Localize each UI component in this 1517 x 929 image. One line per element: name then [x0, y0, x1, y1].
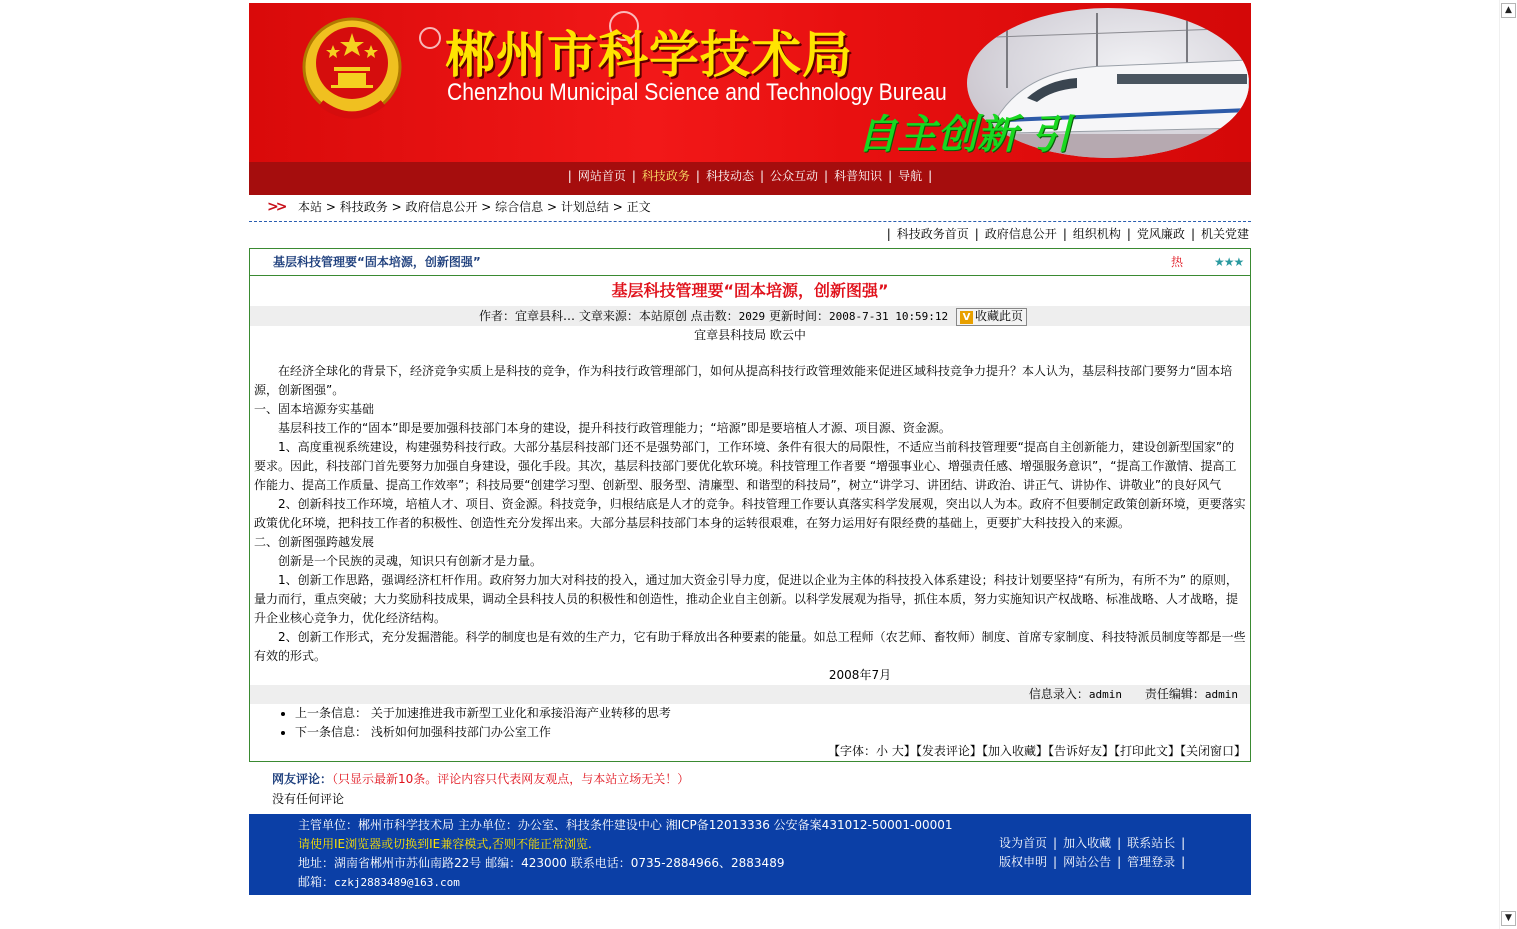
nav-item-home[interactable]: 网站首页	[577, 169, 626, 183]
article-paragraph: 基层科技工作的“固本”即是要加强科技部门本身的建设，提升科技行政管理能力；“培源”即是要培植人才源、项目源、资金源。	[278, 421, 951, 435]
subnav-item-organization[interactable]: 组织机构	[1072, 227, 1121, 241]
click-count: 2029	[738, 310, 766, 323]
breadcrumb-item[interactable]: 政府信息公开	[405, 200, 478, 214]
add-favorite-link[interactable]: 【加入收藏】	[981, 744, 1048, 758]
set-homepage-link[interactable]: 设为首页	[999, 836, 1048, 850]
meta-prefix: 作者：宜章县科… 文章来源：本站原创 点击数：	[479, 309, 739, 323]
subnav-item-sci-affairs-home[interactable]: 科技政务首页	[896, 227, 969, 241]
national-emblem-icon	[301, 15, 403, 127]
footer-links-row: 版权申明 | 网站公告 | 管理登录 |	[999, 855, 1186, 869]
article-paragraph: 2、创新工作形式，充分发掘潜能。科学的制度也是有效的生产力，它有助于释放出各种要素的能量。如总工程师（农艺师、畜牧师）制度、首席专家制度、科技特派员制度等都是一些有效的形式。	[254, 630, 1246, 663]
article-title: 基层科技管理要“固本培源，创新图强”	[611, 281, 889, 300]
hot-badge: 热	[1171, 255, 1184, 269]
slogan-text: 自主创新 引	[857, 112, 1071, 158]
contact-webmaster-link[interactable]: 联系站长	[1127, 836, 1176, 850]
article-paragraph: 在经济全球化的背景下，经济竞争实质上是科技的竞争，作为科技行政管理部门，如何从提高科技行政管理效能来促进区域科技竞争力提升？本人认为，基层科技部门要努力“固本培源，创新图强”。	[254, 364, 1233, 397]
subnav-item-party-building[interactable]: 机关党建	[1200, 227, 1249, 241]
footer-address-line: 地址：湖南省郴州市苏仙南路22号 邮编：423000 联系电话：0735-2884966、2883489	[298, 856, 785, 870]
breadcrumb-item: 正文	[626, 200, 651, 214]
article-info-bar	[250, 685, 1250, 704]
copyright-link[interactable]: 版权申明	[999, 855, 1048, 869]
site-title-en: Chenzhou Municipal Science and Technology Bureau	[447, 79, 947, 106]
rating-stars-icon: ★★★	[1214, 255, 1244, 269]
site-notice-link[interactable]: 网站公告	[1063, 855, 1112, 869]
article-header-title: 基层科技管理要“固本培源，创新图强”	[273, 255, 481, 269]
site-banner	[249, 3, 1251, 162]
font-small-button[interactable]: 小	[876, 744, 889, 758]
footer-browser-notice: 请使用IE浏览器或切换到IE兼容模式,否则不能正常浏览.	[298, 837, 592, 851]
article-paragraph: 一、固本培源夯实基础	[254, 402, 375, 416]
post-comment-link[interactable]: 【发表评论】	[915, 744, 982, 758]
main-nav: | 网站首页 | 科技政务 | 科技动态 | 公众互动 | 科普知识 | 导航 |	[249, 162, 1251, 195]
footer-sponsor-line: 主管单位：郴州市科学技术局 主办单位：办公室、科技条件建设中心 湘ICP备12013336 公安备案431012-50001-00001	[298, 818, 953, 832]
editor-label: 责任编辑：	[1144, 687, 1205, 701]
comments-header	[249, 768, 1251, 790]
footer-links-row: 设为首页 | 加入收藏 | 联系站长 |	[999, 836, 1186, 850]
nav-item-public-interaction[interactable]: 公众互动	[770, 169, 819, 183]
updated-time: 2008-7-31 10:59:12	[828, 310, 949, 323]
nav-item-guide[interactable]: 导航	[898, 169, 923, 183]
site-footer	[249, 814, 1251, 895]
no-comments-text: 没有任何评论	[272, 792, 345, 806]
list-item	[295, 723, 1250, 742]
bookmark-label: 收藏此页	[975, 308, 1024, 323]
font-large-button[interactable]: 大	[891, 744, 904, 758]
article-header-bar	[250, 249, 1250, 276]
footer-email[interactable]: czkj2883489@163.com	[334, 876, 460, 889]
bookmark-icon: V	[960, 311, 973, 324]
close-window-link[interactable]: 【关闭窗口】	[1179, 744, 1246, 758]
next-article-link[interactable]: 浅析如何加强科技部门办公室工作	[370, 725, 551, 739]
comments-label: 网友评论：	[272, 772, 333, 786]
list-item	[295, 704, 1250, 723]
breadcrumb-item[interactable]: 计划总结	[560, 200, 609, 214]
print-link[interactable]: 【打印此文】	[1113, 744, 1180, 758]
article-byline: 宜章县科技局 欧云中	[694, 328, 806, 342]
article-paragraph: 1、创新工作思路，强调经济杠杆作用。政府努力加大对科技的投入，通过加大资金引导力度，促进以企业为主体的科技投入体系建设；科技计划要坚持“有所为，有所不为” 的原则，量力而行，重点突破；大力奖励科技成果，调动全县科技人员的积极性和创造性，推动企业自主创新。以科学发展观为指导，抓住本质，努力实施知识产权战略、标准战略、人才战略，提升企业核心竞争力，优化经济结构。	[254, 573, 1239, 625]
prev-label: 上一条信息：	[295, 706, 368, 720]
vertical-scrollbar[interactable]	[1499, 0, 1517, 929]
bookmark-page-button[interactable]	[956, 308, 1027, 326]
next-label: 下一条信息：	[295, 725, 368, 739]
breadcrumb-item[interactable]: 综合信息	[495, 200, 544, 214]
footer-email-line: 邮箱：czkj2883489@163.com	[298, 875, 460, 889]
article-paragraph: 二、创新图强跨越发展	[254, 535, 375, 549]
entry-label: 信息录入：	[1028, 687, 1089, 701]
breadcrumb-item[interactable]: 科技政务	[339, 200, 388, 214]
article-body	[250, 362, 1250, 666]
prev-article-link[interactable]: 关于加速推进我市新型工业化和承接沿海产业转移的思考	[370, 706, 671, 720]
sub-nav: | 科技政务首页 | 政府信息公开 | 组织机构 | 党风廉政 | 机关党建	[886, 227, 1249, 241]
article-tools: 【字体：小 大】【发表评论】【加入收藏】【告诉好友】【打印此文】【关闭窗口】	[828, 744, 1246, 758]
breadcrumb: >> 本站 > 科技政务 > 政府信息公开 > 综合信息 > 计划总结 > 正文	[249, 195, 1251, 222]
article-paragraph: 2、创新科技工作环境，培植人才、项目、资金源。科技竞争，归根结底是人才的竞争。科技管理工作要认真落实科学发展观，突出以人为本。政府不但要制定政策创新环境，更要落实政策优化环境，把科技工作者的积极性、创造性充分发挥出来。大部分基层科技部门本身的运转很艰难，在努力运用好有限经费的基础上，更要扩大科技投入的来源。	[254, 497, 1246, 530]
tell-friend-link[interactable]: 【告诉好友】	[1047, 744, 1114, 758]
entry-user: admin	[1088, 688, 1122, 701]
meta-updated-label: 更新时间：	[765, 309, 829, 323]
comments-note: （只显示最新10条。评论内容只代表网友观点，与本站立场无关！）	[332, 772, 690, 786]
article-date: 2008年7月	[828, 668, 892, 682]
admin-login-link[interactable]: 管理登录	[1127, 855, 1176, 869]
footer-add-favorite-link[interactable]: 加入收藏	[1063, 836, 1112, 850]
double-chevron-right-icon: >>	[267, 199, 285, 215]
article-paragraph: 创新是一个民族的灵魂，知识只有创新才是力量。	[278, 554, 543, 568]
article-panel	[249, 248, 1251, 762]
decor-ring	[419, 27, 441, 49]
page	[249, 3, 1251, 895]
subnav-item-party-integrity[interactable]: 党风廉政	[1136, 227, 1185, 241]
article-paragraph: 1、高度重视系统建设，构建强势科技行政。大部分基层科技部门还不是强势部门，工作环境、条件有很大的局限性，不适应当前科技管理要“提高自主创新能力，建设创新型国家”的要求。因此，科技部门首先要努力加强自身建设，强化手段。其次，基层科技部门要优化软环境。科技管理工作者要 “增强事业心、增强责任感、增强服务意识”，“提高工作激情、提高工作能力、提高工作质量、提高工作效率”；科技局要“创建学习型、创新型、服务型、清廉型、和谐型的科技局”，树立“讲学习、讲团结、讲政治、讲正气、讲协作、讲敬业”的良好风气	[254, 440, 1237, 492]
font-size-label: 【字体：	[828, 744, 877, 758]
editor-user: admin	[1204, 688, 1238, 701]
adjacent-articles	[250, 704, 1250, 742]
nav-item-sci-knowledge[interactable]: 科普知识	[834, 169, 883, 183]
breadcrumb-item[interactable]: 本站	[298, 200, 323, 214]
site-title-cn: 郴州市科学技术局	[445, 26, 853, 84]
subnav-item-gov-info[interactable]: 政府信息公开	[984, 227, 1057, 241]
nav-item-sci-affairs[interactable]: 科技政务	[641, 169, 690, 183]
scroll-up-icon[interactable]: ▲	[1501, 3, 1516, 18]
scroll-down-icon[interactable]: ▼	[1501, 911, 1516, 926]
article-meta	[250, 306, 1250, 326]
nav-item-sci-news[interactable]: 科技动态	[705, 169, 754, 183]
